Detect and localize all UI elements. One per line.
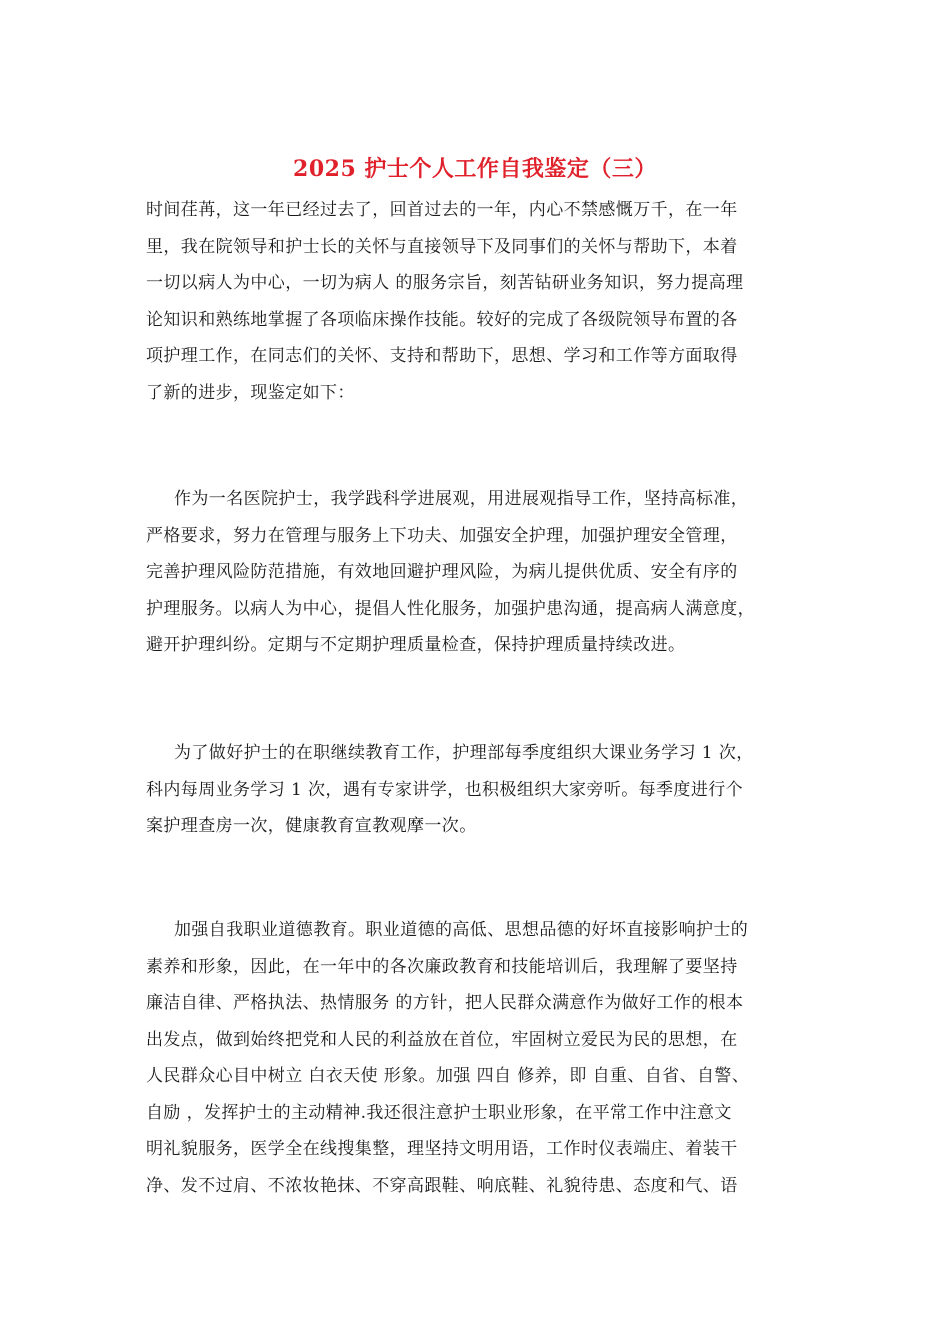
paragraph-line: 护理服务。以病人为中心，提倡人性化服务，加强护患沟通，提高病人满意度， [146,598,755,619]
paragraph-line: 素养和形象，因此，在一年中的各次廉政教育和技能培训后，我理解了要坚持 [146,956,738,977]
paragraph-line: 案护理查房一次，健康教育宣教观摩一次。 [146,816,477,836]
paragraph-line: 科内每周业务学习 1 次，遇有专家讲学，也积极组织大家旁听。每季度进行个 [146,779,744,800]
paragraph-line: 项护理工作，在同志们的关怀、支持和帮助下，思想、学习和工作等方面取得 [146,346,738,366]
paragraph-line: 一切以病人为中心，一切为病人 的服务宗旨，刻苦钻研业务知识，努力提高理 [146,273,744,293]
paragraph-line: 避开护理纠纷。定期与不定期护理质量检查，保持护理质量持续改进。 [146,635,686,655]
paragraph-line: 明礼貌服务，医学全在线搜集整，理坚持文明用语，工作时仪表端庄、着装干 [146,1139,738,1159]
paragraph-line: 廉洁自律、严格执法、热情服务 的方针，把人民群众满意作为做好工作的根本 [146,993,744,1013]
paragraph-line: 加强自我职业道德教育。职业道德的高低、思想品德的好坏直接影响护士的 [174,920,749,940]
paragraph-line: 严格要求，努力在管理与服务上下功夫、加强安全护理，加强护理安全管理， [146,525,738,546]
paragraph-line: 里，我在院领导和护士长的关怀与直接领导下及同事们的关怀与帮助下，本着 [146,236,738,257]
paragraph-continuing-education [146,735,826,845]
paragraph-line: 了新的进步，现鉴定如下： [146,382,355,403]
paragraph-line: 自励 ，发挥护士的主动精神.我还很注意护士职业形象，在平常工作中注意文 [146,1102,732,1123]
paragraph-nursing-safety [146,481,826,664]
paragraph-line: 完善护理风险防范措施，有效地回避护理风险，为病儿提供优质、安全有序的 [146,562,738,582]
paragraph-line: 论知识和熟练地掌握了各项临床操作技能。较好的完成了各级院领导布置的各 [146,309,738,330]
paragraph-line: 时间荏苒，这一年已经过去了，回首过去的一年，内心不禁感慨万千，在一年 [146,200,738,220]
paragraph-line: 人民群众心目中树立 白衣天使 形象。加强 四自 修养，即 自重、自省、自警、 [146,1066,750,1086]
paragraph-professional-ethics [146,912,826,1204]
document-title: 2025 护士个人工作自我鉴定（三） [293,156,657,182]
paragraph-intro [146,192,826,411]
paragraph-line: 为了做好护士的在职继续教育工作，护理部每季度组织大课业务学习 1 次， [174,743,754,763]
paragraph-line: 出发点，做到始终把党和人民的利益放在首位，牢固树立爱民为民的思想，在 [146,1029,738,1050]
paragraph-line: 作为一名医院护士，我学践科学进展观，用进展观指导工作，坚持高标准， [174,489,749,509]
paragraph-line: 净、发不过肩、不浓妆艳抹、不穿高跟鞋、响底鞋、礼貌待患、态度和气、语 [146,1175,738,1196]
